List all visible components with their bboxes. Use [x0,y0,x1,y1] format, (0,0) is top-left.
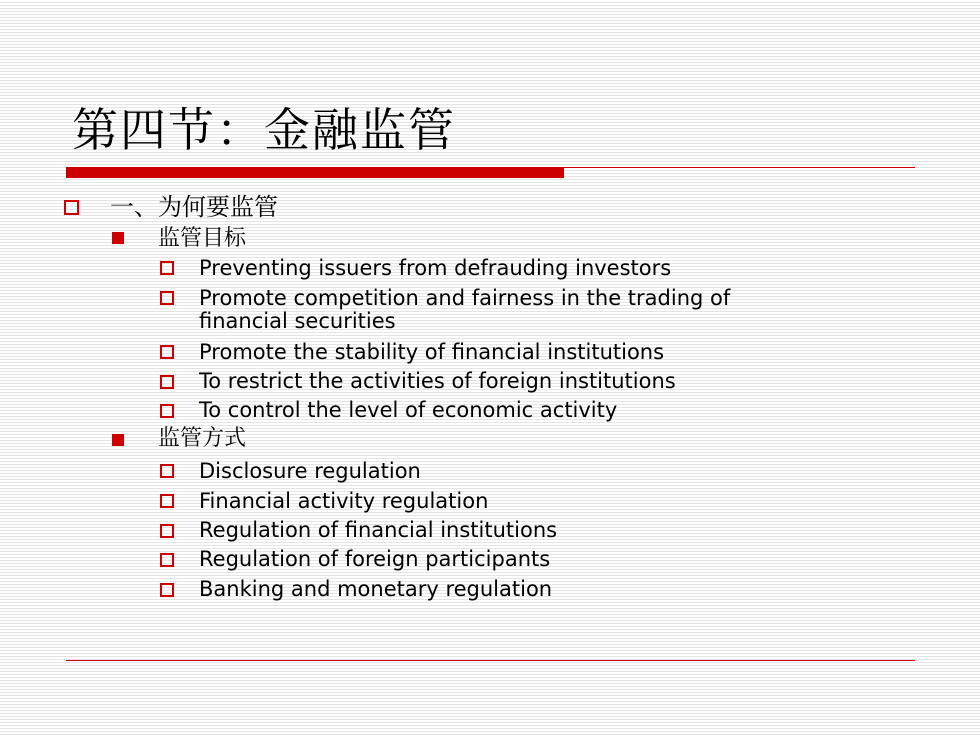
title-underline-thick [66,167,564,178]
item-bullet-icon [160,345,174,359]
section-heading: 一、为何要监管 [110,193,278,221]
list-item: Regulation of financial institutions [199,518,558,542]
footer-divider [66,660,915,661]
item-bullet-icon [160,291,174,305]
item-bullet-icon [160,553,174,567]
item-bullet-icon [160,524,174,538]
group-heading-goals: 监管目标 [158,226,247,251]
list-item: To restrict the activities of foreign institutions [199,369,676,393]
list-item: Disclosure regulation [199,459,421,483]
item-bullet-icon [160,583,174,597]
list-item: Promote the stability of financial institutions [199,340,665,364]
group-bullet-icon [112,232,124,244]
group-heading-methods: 监管方式 [158,426,247,451]
list-item: Promote competition and fairness in the trading of [199,286,731,310]
item-bullet-icon [160,464,174,478]
list-item-continuation: financial securities [199,309,396,333]
group-bullet-icon [112,434,124,446]
list-item: To control the level of economic activity [199,398,618,422]
item-bullet-icon [160,404,174,418]
list-item: Banking and monetary regulation [199,577,553,601]
slide-title: 第四节：金融监管 [72,103,456,157]
section-bullet-icon [64,200,79,215]
title-underline-thin [564,167,915,168]
list-item: Regulation of foreign participants [199,547,551,571]
item-bullet-icon [160,375,174,389]
item-bullet-icon [160,261,174,275]
list-item: Preventing issuers from defrauding investors [199,256,672,280]
list-item: Financial activity regulation [199,489,489,513]
item-bullet-icon [160,494,174,508]
